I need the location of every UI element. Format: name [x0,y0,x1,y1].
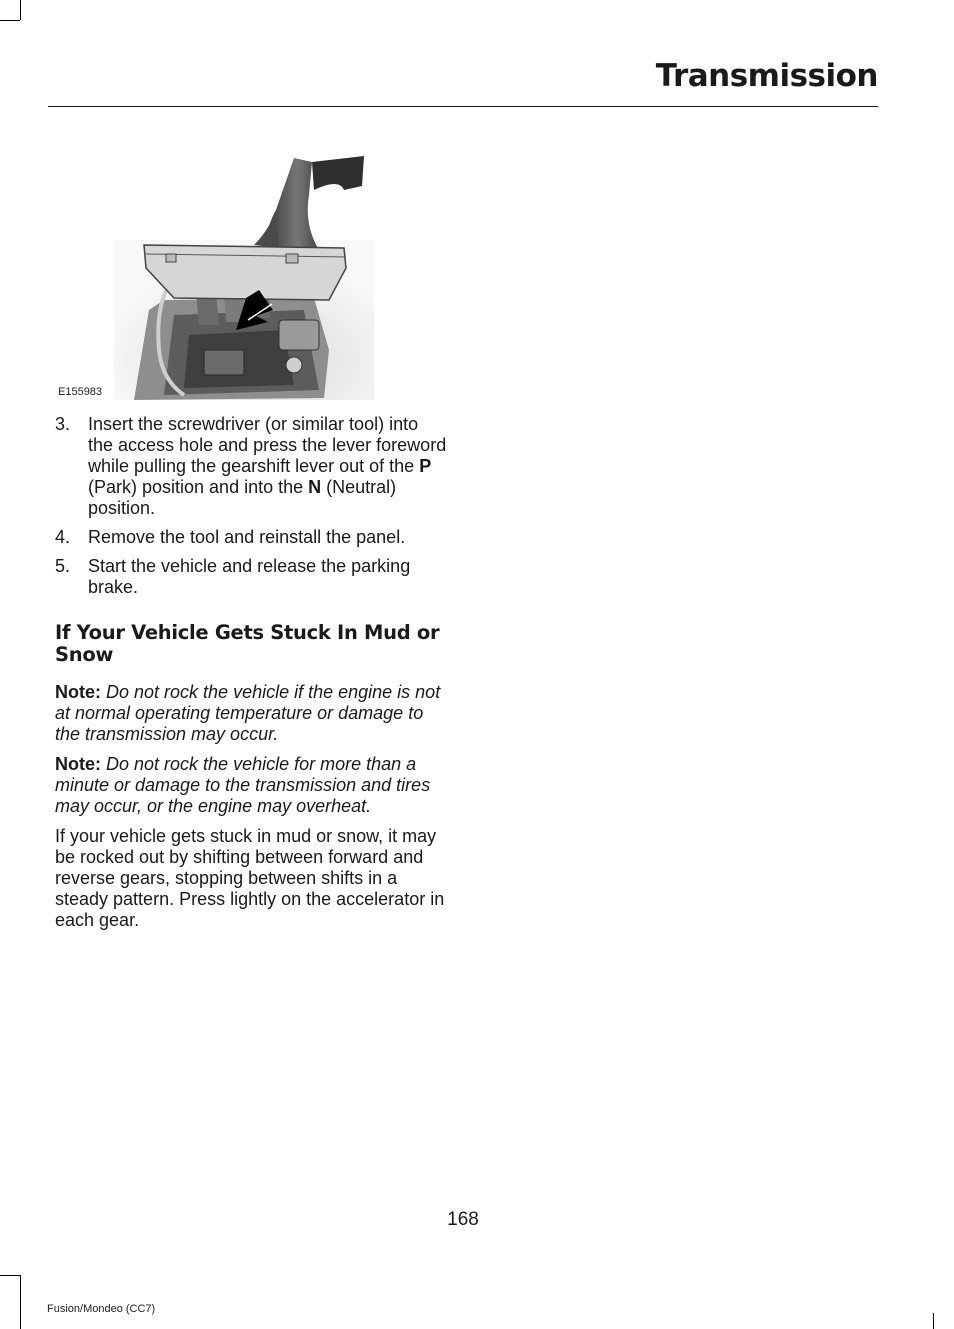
crop-mark [0,1275,20,1276]
step-item [55,527,447,548]
note-label: Note: [55,682,101,702]
document-id: Fusion/Mondeo (CC7) [47,1303,156,1315]
gearshift-lever-photo [54,150,384,402]
step-text: (Neutral) position. [88,477,397,518]
note-text: Do not rock the vehicle for more than a minute or damage to the transmission and tires may occur, or the engine may overheat. [55,754,431,816]
note-text: Do not rock the vehicle if the engine is not at normal operating temperature or damage to the transmission may occur. [55,682,441,744]
gearshift-illustration [54,150,384,402]
step-number: 4. [55,527,71,547]
step-number: 3. [55,414,71,434]
note [55,754,447,817]
step-text: Remove the tool and reinstall the panel. [88,527,406,547]
figure-id: E155983 [58,386,103,398]
crop-mark [933,1313,934,1329]
park-position-label: P [419,456,432,476]
step-text: Start the vehicle and release the parking brake. [88,556,411,597]
section-heading: If Your Vehicle Gets Stuck In Mud or Snow [55,621,440,666]
main-content [55,414,447,931]
page-number: 168 [447,1209,479,1230]
note-label: Note: [55,754,101,774]
body-paragraph: If your vehicle gets stuck in mud or snow, it may be rocked out by shifting between forward and reverse gears, stopping between shifts in a steady pattern. Press lightly on the accelerator in each gear. [55,826,445,930]
step-item [55,414,447,519]
crop-mark [20,1275,21,1329]
step-item [55,556,447,598]
step-number: 5. [55,556,71,576]
note [55,682,447,745]
step-text: (Park) position and into the [88,477,309,497]
step-text: Insert the screwdriver (or similar tool) into the access hole and press the lever foreword while pulling the gearshift lever out of the [88,414,447,476]
crop-mark [0,20,20,21]
neutral-position-label: N [308,477,322,497]
title-divider [48,106,878,107]
page-title: Transmission [655,58,878,94]
crop-mark [20,0,21,20]
